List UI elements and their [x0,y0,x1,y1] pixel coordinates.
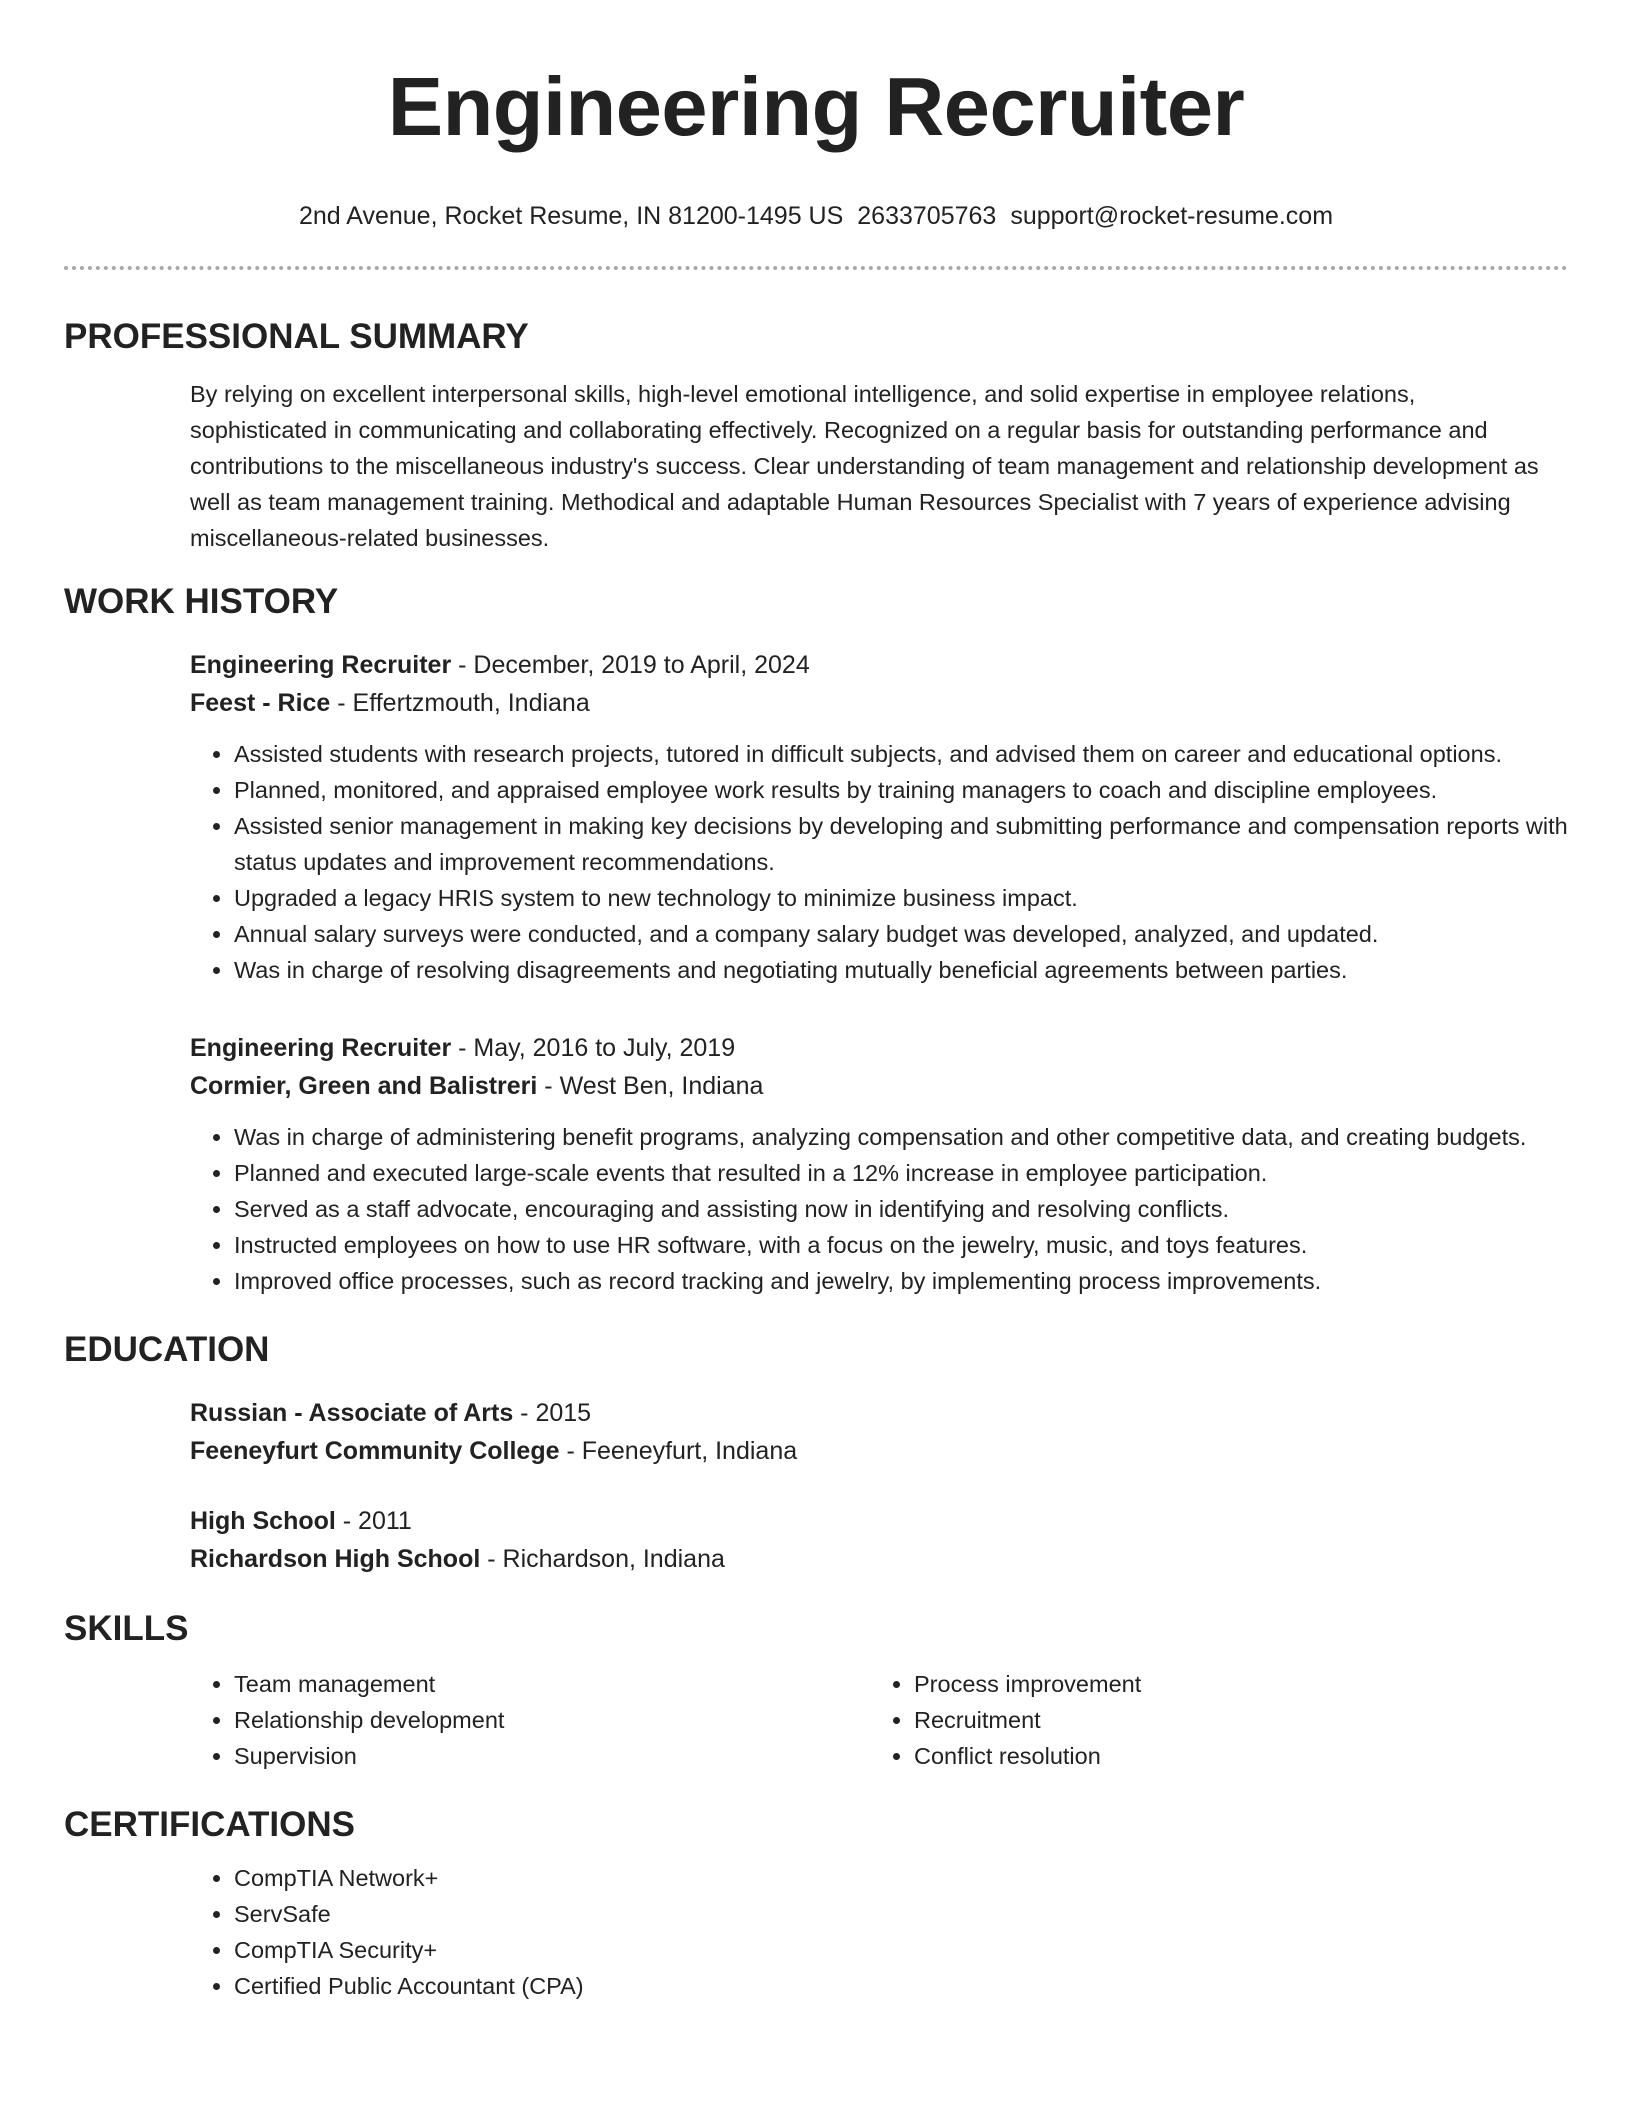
job-bullet: • Assisted students with research projects, tutored in difficult subjects, and advised them on career and educational options. [234,736,1568,772]
job-bullet: • Instructed employees on how to use HR software, with a focus on the jewelry, music, and toys features. [234,1227,1568,1263]
certification-item: • CompTIA Security+ [234,1932,1568,1968]
skill-item: • Relationship development [234,1702,870,1738]
job-entry [190,1029,1568,1299]
skills-column-left [190,1666,870,1774]
degree-line [190,1502,1568,1540]
skill-item: • Process improvement [914,1666,1550,1702]
school-location: - Feeneyfurt, Indiana [559,1437,798,1465]
work-history-section [190,646,1568,1299]
school-name: Richardson High School [190,1545,481,1573]
skill-item: • Supervision [234,1738,870,1774]
school-line [190,1432,1568,1470]
job-bullet: • Upgraded a legacy HRIS system to new technology to minimize business impact. [234,880,1568,916]
certification-item: • ServSafe [234,1896,1568,1932]
degree-year: - 2015 [513,1399,592,1427]
skills-section [190,1666,1568,1774]
degree-line [190,1394,1568,1432]
job-bullet: • Improved office processes, such as record tracking and jewelry, by implementing process improvements. [234,1263,1568,1299]
school-name: Feeneyfurt Community College [190,1437,560,1465]
header-divider [64,266,1568,270]
job-dates: - May, 2016 to July, 2019 [451,1034,736,1062]
skill-item: • Team management [234,1666,870,1702]
job-bullet: • Was in charge of resolving disagreements and negotiating mutually beneficial agreements between parties. [234,952,1568,988]
education-entry [190,1394,1568,1470]
education-section [190,1394,1568,1578]
job-location: - West Ben, Indiana [537,1072,764,1100]
work-history-heading: WORK HISTORY [64,582,339,621]
job-entry [190,646,1568,988]
job-bullet: • Was in charge of administering benefit programs, analyzing compensation and other competitive data, and creating budgets. [234,1119,1568,1155]
degree-name: High School [190,1507,336,1535]
job-location: - Effertzmouth, Indiana [330,689,590,717]
certification-item: • CompTIA Network+ [234,1860,1568,1896]
skills-column-right [870,1666,1550,1774]
skills-heading: SKILLS [64,1609,189,1648]
job-bullets [190,1119,1568,1299]
summary-heading: PROFESSIONAL SUMMARY [64,317,529,356]
education-entry [190,1502,1568,1578]
skill-item: • Recruitment [914,1702,1550,1738]
certifications-section [190,1860,1568,2004]
certifications-heading: CERTIFICATIONS [64,1805,356,1844]
contact-email: support@rocket-resume.com [1010,202,1334,230]
job-company-line [190,1067,1568,1105]
job-bullets [190,736,1568,988]
resume-header [64,0,1568,232]
degree-year: - 2011 [335,1507,412,1535]
job-role: Engineering Recruiter [190,651,452,679]
job-bullet: • Annual salary surveys were conducted, and a company salary budget was developed, analyzed, and updated. [234,916,1568,952]
contact-line [64,200,1568,232]
certification-item: • Certified Public Accountant (CPA) [234,1968,1568,2004]
skill-item: • Conflict resolution [914,1738,1550,1774]
job-title-line [190,646,1568,684]
job-bullet: • Served as a staff advocate, encouraging and assisting now in identifying and resolving conflicts. [234,1191,1568,1227]
job-dates: - December, 2019 to April, 2024 [451,651,810,679]
job-title-line [190,1029,1568,1067]
summary-text: By relying on excellent interpersonal skills, high-level emotional intelligence, and solid expertise in employee relations, sophisticated in communicating and collaborating effectively. Recognized on a regular basis for outstanding performance and contributions to the miscellaneous industry's success. Clear understanding of team management and relationship development as well as team management training. Methodical and adaptable Human Resources Specialist with 7 years of experience advising miscellaneous-related businesses. [190,381,1539,551]
degree-name: Russian - Associate of Arts [190,1399,514,1427]
job-bullet: • Planned and executed large-scale events that resulted in a 12% increase in employee participation. [234,1155,1568,1191]
job-company-line [190,684,1568,722]
contact-phone: 2633705763 [857,202,997,230]
job-company: Feest - Rice [190,689,331,717]
job-company: Cormier, Green and Balistreri [190,1072,538,1100]
contact-address: 2nd Avenue, Rocket Resume, IN 81200-1495 US [298,202,844,230]
candidate-name: Engineering Recruiter [387,60,1245,153]
job-bullet: • Planned, monitored, and appraised employee work results by training managers to coach and discipline employees. [234,772,1568,808]
school-line [190,1540,1568,1578]
school-location: - Richardson, Indiana [480,1545,725,1573]
job-role: Engineering Recruiter [190,1034,452,1062]
education-heading: EDUCATION [64,1330,270,1369]
job-bullet: • Assisted senior management in making key decisions by developing and submitting performance and compensation reports with status updates and improvement recommendations. [234,808,1568,880]
